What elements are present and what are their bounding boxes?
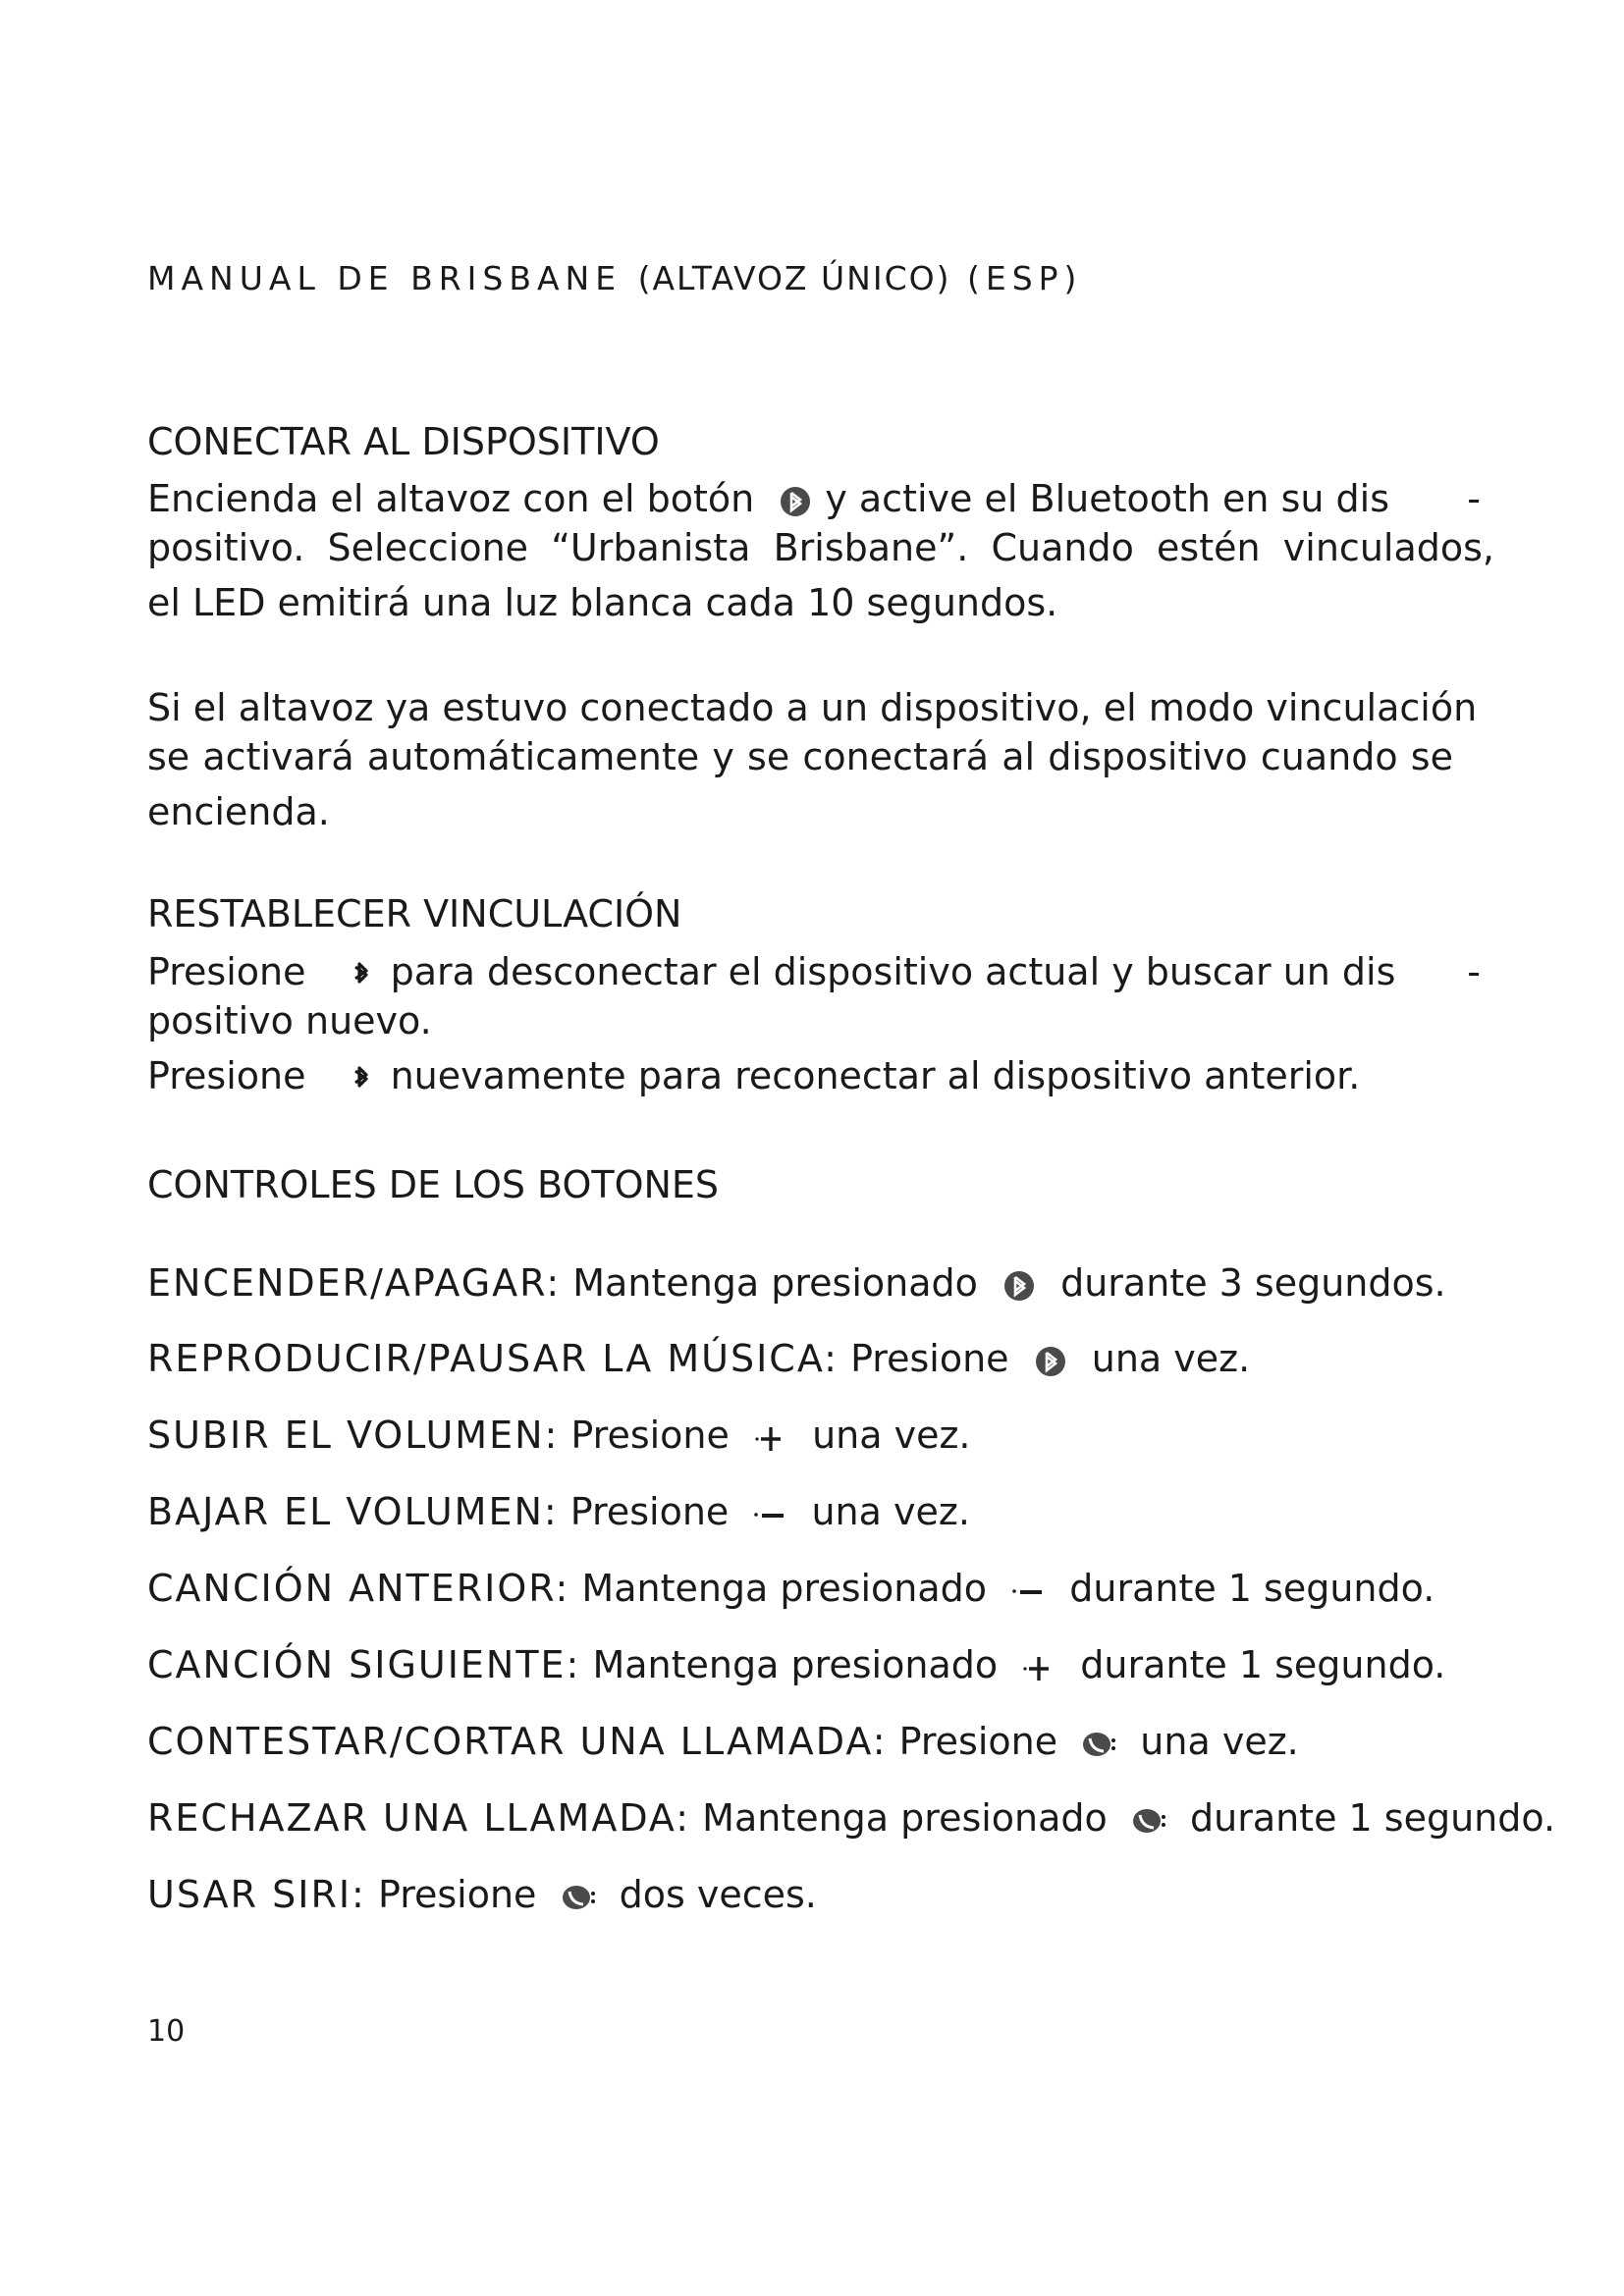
bluetooth-power-icon xyxy=(774,482,817,521)
bluetooth-power-icon xyxy=(998,1266,1041,1306)
control-label: SUBIR EL VOLUMEN: xyxy=(147,1414,560,1457)
section-heading-reset: RESTABLECER VINCULACIÓN xyxy=(147,892,682,935)
control-label: ENCENDER/APAGAR: xyxy=(147,1261,562,1305)
control-text-a: Mantenga presionado xyxy=(592,1643,999,1686)
bluetooth-power-icon xyxy=(1029,1342,1072,1381)
control-text-b: dos veces. xyxy=(619,1873,817,1916)
phone-icon xyxy=(1127,1801,1170,1841)
section-heading-connect: CONECTAR AL DISPOSITIVO xyxy=(147,420,660,463)
control-text-b: durante 1 segundo. xyxy=(1189,1796,1556,1840)
control-text-b: una vez. xyxy=(1140,1720,1299,1763)
page-header xyxy=(147,259,1082,297)
plus-icon xyxy=(749,1418,792,1458)
control-label: CANCIÓN ANTERIOR: xyxy=(147,1567,570,1610)
control-label: REPRODUCIR/PAUSAR LA MÚSICA: xyxy=(147,1337,839,1380)
reset-paragraph xyxy=(147,947,1494,1100)
control-text-a: Presione xyxy=(377,1873,537,1916)
control-label: BAJAR EL VOLUMEN: xyxy=(147,1490,559,1533)
minus-icon xyxy=(1006,1572,1050,1611)
control-item xyxy=(147,1258,1446,1308)
connect-line-2: positivo. Seleccione “Urbanista Brisbane”. Cuando estén vinculados, xyxy=(147,526,1494,569)
control-item xyxy=(147,1334,1250,1383)
control-label: USAR SIRI: xyxy=(147,1873,366,1916)
page-number: 10 xyxy=(147,2014,186,2049)
control-text-a: Mantenga presionado xyxy=(702,1796,1108,1840)
control-text-a: Presione xyxy=(850,1337,1009,1380)
header-lang: (ESP) xyxy=(966,259,1083,297)
phone-icon xyxy=(1077,1725,1120,1764)
bluetooth-icon xyxy=(340,955,383,994)
control-text-a: Presione xyxy=(569,1490,730,1533)
control-text-b: durante 1 segundo. xyxy=(1080,1643,1446,1686)
control-text-b: durante 1 segundo. xyxy=(1069,1567,1435,1610)
section-heading-controls: CONTROLES DE LOS BOTONES xyxy=(147,1163,720,1206)
reset-line1-b: para desconectar el dispositivo actual y buscar un dis xyxy=(390,950,1396,993)
reset-line1-hyphen: - xyxy=(1467,950,1481,993)
connect-paragraph xyxy=(147,474,1494,627)
control-label: RECHAZAR UNA LLAMADA: xyxy=(147,1796,691,1840)
control-text-a: Mantenga presionado xyxy=(572,1261,978,1305)
control-label: CANCIÓN SIGUIENTE: xyxy=(147,1643,581,1686)
control-item xyxy=(147,1411,971,1460)
connect-line1-hyphen: - xyxy=(1467,477,1481,520)
control-text-b: una vez. xyxy=(811,1490,970,1533)
control-text-b: una vez. xyxy=(1091,1337,1251,1380)
control-item xyxy=(147,1487,970,1536)
phone-icon xyxy=(557,1878,600,1917)
bluetooth-icon xyxy=(340,1059,383,1098)
connect-p2-line-3: encienda. xyxy=(147,790,330,833)
control-item xyxy=(147,1564,1435,1613)
connect-line1-b: y active el Bluetooth en su dis xyxy=(825,477,1390,520)
reset-line1-a: Presione xyxy=(147,950,306,993)
header-subtitle: (ALTAVOZ ÚNICO) xyxy=(637,259,951,297)
control-text-a: Mantenga presionado xyxy=(581,1567,988,1610)
reset-line-2: positivo nuevo. xyxy=(147,999,432,1042)
control-text-a: Presione xyxy=(570,1414,730,1457)
control-item xyxy=(147,1793,1555,1842)
plus-icon xyxy=(1017,1648,1060,1687)
control-item xyxy=(147,1870,817,1919)
control-item xyxy=(147,1717,1299,1766)
connect-p2-line-2: se activará automáticamente y se conectará al dispositivo cuando se xyxy=(147,735,1453,778)
header-title: MANUAL DE BRISBANE xyxy=(147,259,623,297)
connect-line-3: el LED emitirá una luz blanca cada 10 segundos. xyxy=(147,581,1058,624)
connect-p2-line-1: Si el altavoz ya estuvo conectado a un dispositivo, el modo vinculación xyxy=(147,686,1478,729)
connect-paragraph-2 xyxy=(147,683,1478,836)
minus-icon xyxy=(748,1495,791,1534)
control-text-a: Presione xyxy=(898,1720,1058,1763)
reset-line3-b: nuevamente para reconectar al dispositivo anterior. xyxy=(390,1054,1361,1097)
control-label: CONTESTAR/CORTAR UNA LLAMADA: xyxy=(147,1720,888,1763)
control-item xyxy=(147,1640,1445,1689)
control-text-b: una vez. xyxy=(812,1414,971,1457)
connect-line1-a: Encienda el altavoz con el botón xyxy=(147,477,755,520)
reset-line3-a: Presione xyxy=(147,1054,306,1097)
connect-line-1 xyxy=(147,474,1494,523)
control-text-b: durante 3 segundos. xyxy=(1060,1261,1446,1305)
reset-line-3 xyxy=(147,1051,1494,1100)
reset-line-1 xyxy=(147,947,1494,996)
